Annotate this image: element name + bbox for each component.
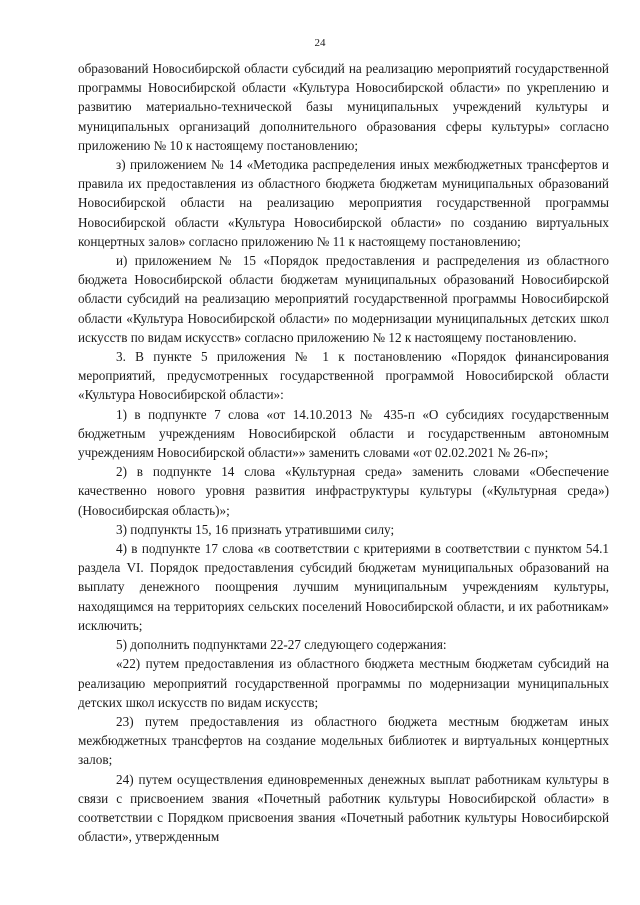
paragraph-subitem-23: 23) путем предоставления из областного бюджета местным бюджетам иных межбюджетных трансфертов на создание модельных библиотек и виртуальных концертных залов; <box>78 713 609 768</box>
page-number: 24 <box>314 37 326 49</box>
paragraph-subitem-1: 1) в подпункте 7 слова «от 14.10.2013 № 435-п «О субсидиях государственным бюджетным учреждениям Новосибирской области и государственным автономным учреждениям Новосибирской области»» заменить словами «от 02.02.2021 № 26-п»; <box>78 406 609 461</box>
paragraph-subitem-i: и) приложением № 15 «Порядок предоставления и распределения из областного бюджета Новосибирской области бюджетам муниципальных образований Новосибирской области субсидий на реализацию мероприятий государственной программы Новосибирской области «Культура Новосибирской области» по модернизации муниципальных детских школ искусств по видам искусств» согласно приложению № 12 к настоящему постановлению. <box>78 253 609 345</box>
paragraph-subitem-24: 24) путем осуществления единовременных денежных выплат работникам культуры в связи с присвоением звания «Почетный работник культуры Новосибирской области» в соответствии с Порядком присвоения звания «Почетный работник культуры Новосибирской области», утвержденным <box>78 771 609 845</box>
paragraph-continuation: образований Новосибирской области субсидий на реализацию мероприятий государственной программы Новосибирской области «Культура Новосибирской области» по укреплению и развитию материально-технической базы муниципальных учреждений культуры и муниципальных организаций дополнительного образования сферы культуры» согласно приложению № 10 к настоящему постановлению; <box>78 61 609 153</box>
paragraph-subitem-22: «22) путем предоставления из областного бюджета местным бюджетам субсидий на реализацию мероприятий государственной программы по модернизации муниципальных детских школ искусств по видам искусств; <box>78 656 609 710</box>
paragraph-subitem-2: 2) в подпункте 14 слова «Культурная среда» заменить словами «Обеспечение качественно нового уровня развития инфраструктуры культуры («Культурная среда») (Новосибирская область)»; <box>78 464 609 518</box>
paragraph-subitem-3: 3) подпункты 15, 16 признать утратившими силу; <box>116 521 395 537</box>
document-body <box>78 59 609 846</box>
paragraph-subitem-5: 5) дополнить подпунктами 22-27 следующего содержания: <box>116 637 447 653</box>
paragraph-subitem-4: 4) в подпункте 17 слова «в соответствии с критериями в соответствии с пунктом 54.1 раздела VI. Порядок предоставления субсидий бюджетам муниципальных образований на выплату денежного поощрения лучшим муниципальным учреждениям культуры, находящимся на территориях сельских поселений Новосибирской области, и их работникам» исключить; <box>78 541 609 633</box>
paragraph-subitem-z: з) приложением № 14 «Методика распределения иных межбюджетных трансфертов и правила их предоставления из областного бюджета бюджетам муниципальных образований Новосибирской области на реализацию мероприятия государственной программы Новосибирской области «Культура Новосибирской области» по созданию виртуальных концертных залов» согласно приложению № 11 к настоящему постановлению; <box>78 157 609 249</box>
paragraph-item-3: 3. В пункте 5 приложения № 1 к постановлению «Порядок финансирования мероприятий, предусмотренных государственной программой Новосибирской области «Культура Новосибирской области»: <box>78 349 609 403</box>
